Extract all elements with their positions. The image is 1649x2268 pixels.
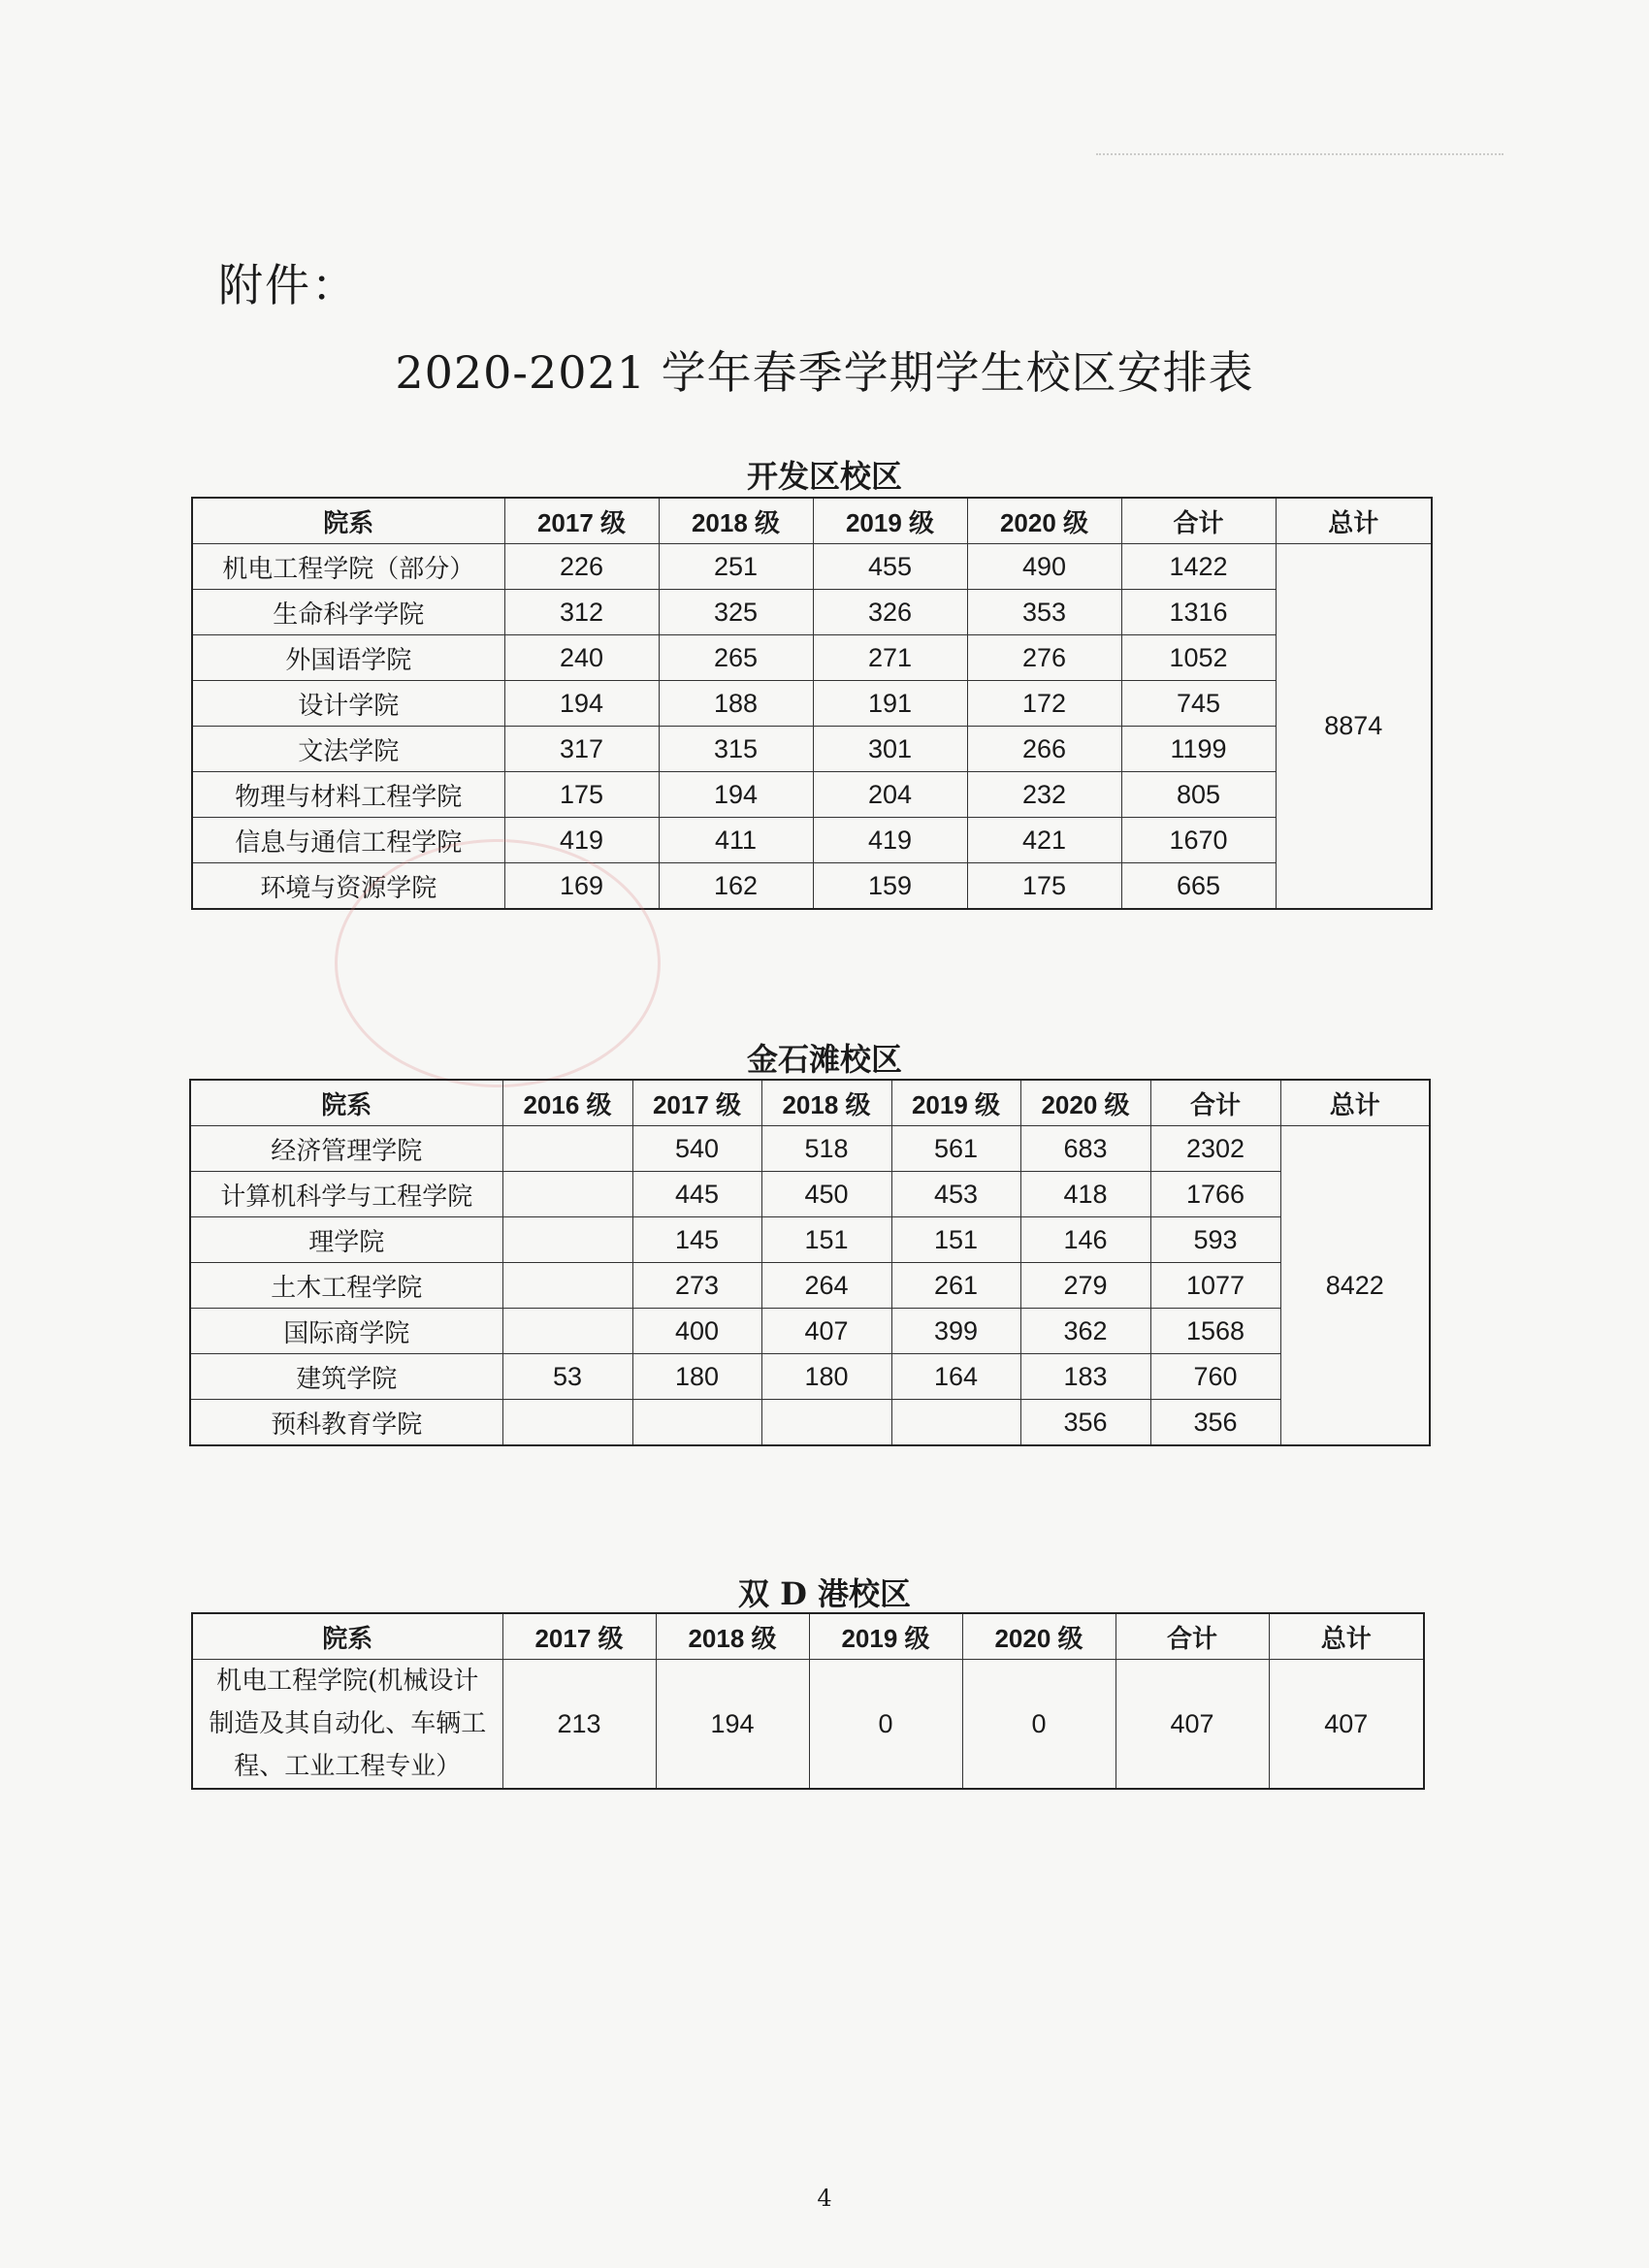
value-cell: 271 [813, 635, 967, 681]
col-header-2018: 2018 级 [656, 1613, 809, 1660]
table-row [192, 772, 1432, 818]
table-row [192, 727, 1432, 772]
value-cell: 191 [813, 681, 967, 727]
value-cell: 276 [967, 635, 1121, 681]
value-cell: 159 [813, 863, 967, 910]
page-number: 4 [817, 2185, 832, 2212]
grand-total-cell: 8874 [1276, 544, 1432, 910]
value-cell: 445 [632, 1172, 761, 1217]
section-title-jinshitan: 金石滩校区 [746, 1041, 902, 1078]
grand-total-cell: 8422 [1280, 1126, 1430, 1446]
dept-cell: 国际商学院 [190, 1309, 502, 1354]
value-cell: 162 [659, 863, 813, 910]
value-cell: 683 [1020, 1126, 1150, 1172]
value-cell: 261 [891, 1263, 1020, 1309]
value-cell [502, 1217, 632, 1263]
col-header-2019: 2019 级 [891, 1080, 1020, 1126]
table-row [192, 544, 1432, 590]
subtotal-cell: 593 [1150, 1217, 1280, 1263]
dept-cell: 土木工程学院 [190, 1263, 502, 1309]
value-cell: 325 [659, 590, 813, 635]
col-header-2017: 2017 级 [504, 498, 659, 544]
dept-cell: 环境与资源学院 [192, 863, 504, 910]
table-row [190, 1400, 1430, 1446]
dept-cell [192, 1660, 502, 1790]
table-row [190, 1217, 1430, 1263]
value-cell: 188 [659, 681, 813, 727]
value-cell: 175 [967, 863, 1121, 910]
dept-cell: 预科教育学院 [190, 1400, 502, 1446]
value-cell: 540 [632, 1126, 761, 1172]
value-cell: 315 [659, 727, 813, 772]
col-header-2020: 2020 级 [967, 498, 1121, 544]
subtotal-cell: 805 [1121, 772, 1276, 818]
value-cell: 175 [504, 772, 659, 818]
value-cell: 53 [502, 1354, 632, 1400]
value-cell: 518 [761, 1126, 891, 1172]
col-header-grand-total: 总计 [1280, 1080, 1430, 1126]
table-row [192, 590, 1432, 635]
col-header-grand-total: 总计 [1276, 498, 1432, 544]
value-cell: 183 [1020, 1354, 1150, 1400]
value-cell: 450 [761, 1172, 891, 1217]
value-cell: 419 [504, 818, 659, 863]
table-jinshitan-campus [189, 1079, 1431, 1446]
value-cell: 279 [1020, 1263, 1150, 1309]
dept-cell: 建筑学院 [190, 1354, 502, 1400]
col-header-dept: 院系 [192, 1613, 502, 1660]
dept-line: 制造及其自动化、车辆工 [209, 1709, 487, 1738]
value-cell [502, 1400, 632, 1446]
table-shuangdgang-campus [191, 1612, 1425, 1790]
value-cell: 273 [632, 1263, 761, 1309]
subtotal-cell: 1422 [1121, 544, 1276, 590]
table-kaifa-campus [191, 497, 1433, 910]
value-cell: 0 [809, 1660, 962, 1790]
col-header-2017: 2017 级 [502, 1613, 656, 1660]
value-cell: 265 [659, 635, 813, 681]
value-cell: 145 [632, 1217, 761, 1263]
table-row [190, 1354, 1430, 1400]
value-cell: 317 [504, 727, 659, 772]
col-header-subtotal: 合计 [1150, 1080, 1280, 1126]
grand-total-cell: 407 [1269, 1660, 1424, 1790]
value-cell: 421 [967, 818, 1121, 863]
scan-dotted-artifact [1096, 153, 1504, 155]
col-header-2018: 2018 级 [761, 1080, 891, 1126]
value-cell: 232 [967, 772, 1121, 818]
value-cell [502, 1126, 632, 1172]
value-cell: 240 [504, 635, 659, 681]
dept-cell: 机电工程学院（部分） [192, 544, 504, 590]
value-cell: 180 [632, 1354, 761, 1400]
col-header-subtotal: 合计 [1121, 498, 1276, 544]
table-row [190, 1126, 1430, 1172]
table-row [192, 818, 1432, 863]
section-title-shuangdgang: 双 D 港校区 [737, 1575, 912, 1612]
subtotal-cell: 1052 [1121, 635, 1276, 681]
table-header-row [192, 498, 1432, 544]
value-cell: 169 [504, 863, 659, 910]
dept-cell: 外国语学院 [192, 635, 504, 681]
value-cell: 204 [813, 772, 967, 818]
table-row [192, 863, 1432, 910]
table-row [192, 635, 1432, 681]
value-cell: 251 [659, 544, 813, 590]
value-cell [502, 1309, 632, 1354]
subtotal-cell: 1670 [1121, 818, 1276, 863]
col-header-dept: 院系 [190, 1080, 502, 1126]
value-cell: 490 [967, 544, 1121, 590]
col-header-2020: 2020 级 [1020, 1080, 1150, 1126]
value-cell: 301 [813, 727, 967, 772]
value-cell: 264 [761, 1263, 891, 1309]
value-cell: 0 [962, 1660, 1116, 1790]
value-cell: 164 [891, 1354, 1020, 1400]
document-title: 2020-2021 学年春季学期学生校区安排表 [395, 346, 1254, 399]
table-row [190, 1172, 1430, 1217]
subtotal-cell: 745 [1121, 681, 1276, 727]
dept-cell: 信息与通信工程学院 [192, 818, 504, 863]
subtotal-cell: 1199 [1121, 727, 1276, 772]
subtotal-cell: 1766 [1150, 1172, 1280, 1217]
value-cell: 151 [761, 1217, 891, 1263]
dept-line: 程、工业工程专业） [234, 1752, 462, 1781]
col-header-subtotal: 合计 [1116, 1613, 1269, 1660]
col-header-2016: 2016 级 [502, 1080, 632, 1126]
subtotal-cell: 760 [1150, 1354, 1280, 1400]
value-cell: 411 [659, 818, 813, 863]
value-cell: 326 [813, 590, 967, 635]
col-header-2019: 2019 级 [809, 1613, 962, 1660]
value-cell: 194 [504, 681, 659, 727]
subtotal-cell: 1316 [1121, 590, 1276, 635]
table-row [190, 1309, 1430, 1354]
value-cell: 561 [891, 1126, 1020, 1172]
section-title-kaifa: 开发区校区 [746, 458, 902, 495]
table-row [190, 1263, 1430, 1309]
dept-cell: 生命科学学院 [192, 590, 504, 635]
subtotal-cell: 1077 [1150, 1263, 1280, 1309]
attachment-label: 附件： [218, 259, 358, 311]
subtotal-cell: 2302 [1150, 1126, 1280, 1172]
value-cell [761, 1400, 891, 1446]
table-header-row [192, 1613, 1424, 1660]
value-cell: 312 [504, 590, 659, 635]
col-header-2020: 2020 级 [962, 1613, 1116, 1660]
value-cell: 362 [1020, 1309, 1150, 1354]
dept-cell: 经济管理学院 [190, 1126, 502, 1172]
subtotal-cell: 407 [1116, 1660, 1269, 1790]
value-cell: 418 [1020, 1172, 1150, 1217]
value-cell: 172 [967, 681, 1121, 727]
col-header-2017: 2017 级 [632, 1080, 761, 1126]
value-cell [891, 1400, 1020, 1446]
value-cell: 399 [891, 1309, 1020, 1354]
value-cell: 266 [967, 727, 1121, 772]
dept-cell: 文法学院 [192, 727, 504, 772]
value-cell: 194 [656, 1660, 809, 1790]
table-row [192, 681, 1432, 727]
value-cell: 455 [813, 544, 967, 590]
table-row [192, 1660, 1424, 1790]
col-header-dept: 院系 [192, 498, 504, 544]
value-cell: 146 [1020, 1217, 1150, 1263]
table-header-row [190, 1080, 1430, 1126]
dept-cell: 理学院 [190, 1217, 502, 1263]
value-cell: 453 [891, 1172, 1020, 1217]
value-cell [502, 1263, 632, 1309]
dept-line: 机电工程学院(机械设计 [216, 1667, 479, 1696]
value-cell: 419 [813, 818, 967, 863]
col-header-2019: 2019 级 [813, 498, 967, 544]
value-cell: 400 [632, 1309, 761, 1354]
value-cell: 226 [504, 544, 659, 590]
subtotal-cell: 356 [1150, 1400, 1280, 1446]
value-cell [632, 1400, 761, 1446]
value-cell: 151 [891, 1217, 1020, 1263]
col-header-2018: 2018 级 [659, 498, 813, 544]
subtotal-cell: 665 [1121, 863, 1276, 910]
value-cell: 213 [502, 1660, 656, 1790]
value-cell [502, 1172, 632, 1217]
dept-cell: 设计学院 [192, 681, 504, 727]
value-cell: 180 [761, 1354, 891, 1400]
dept-cell: 物理与材料工程学院 [192, 772, 504, 818]
value-cell: 407 [761, 1309, 891, 1354]
dept-cell: 计算机科学与工程学院 [190, 1172, 502, 1217]
value-cell: 194 [659, 772, 813, 818]
subtotal-cell: 1568 [1150, 1309, 1280, 1354]
value-cell: 353 [967, 590, 1121, 635]
col-header-grand-total: 总计 [1269, 1613, 1424, 1660]
value-cell: 356 [1020, 1400, 1150, 1446]
